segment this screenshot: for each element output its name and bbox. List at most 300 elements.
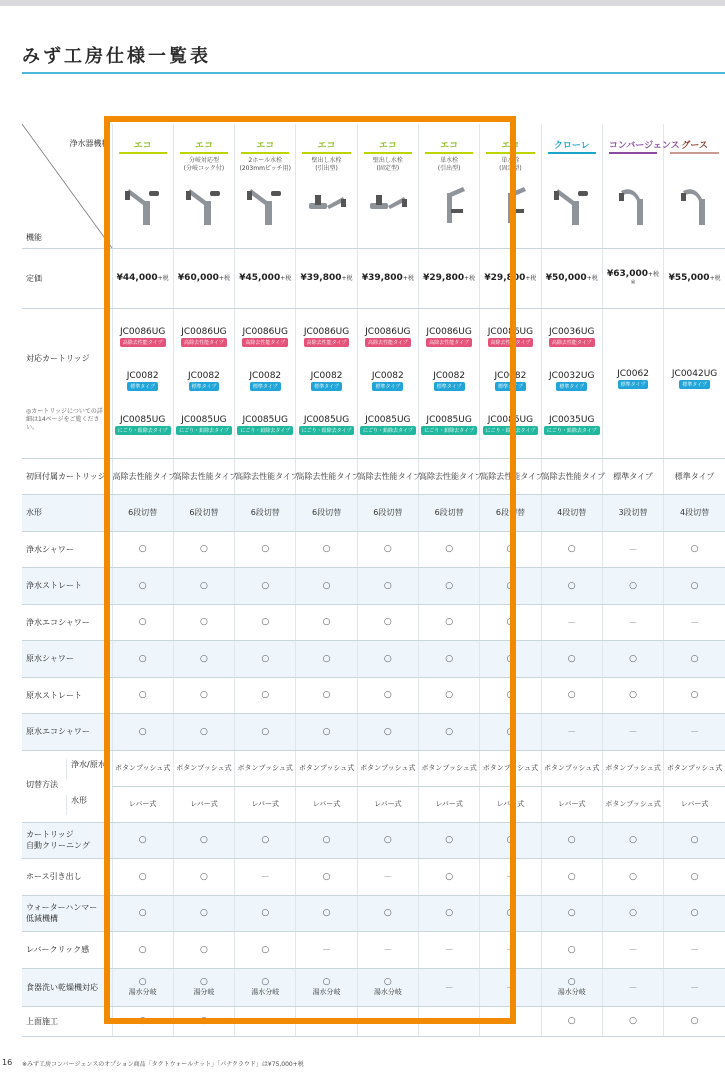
model-subtitle bbox=[113, 157, 173, 175]
cell-value: ○ bbox=[445, 580, 454, 591]
cartridge-type-tag: にごり・鉛除去タイプ bbox=[360, 426, 416, 435]
header-corner bbox=[22, 124, 112, 248]
brand-label: エコ bbox=[180, 138, 228, 154]
brand-label: エコ bbox=[364, 138, 412, 154]
cell-subvalue: 湯水分岐 bbox=[557, 988, 586, 996]
cartridge-type-tag: にごり・鉛除去タイプ bbox=[483, 426, 539, 435]
table-cell bbox=[541, 859, 602, 896]
brand-label: グース bbox=[670, 138, 719, 154]
table-cell bbox=[112, 859, 173, 896]
cell-value: － bbox=[444, 983, 454, 994]
faucet-image-icon bbox=[673, 179, 717, 227]
cell-value: 高除去性能タイプ bbox=[173, 471, 238, 481]
tax-label: +税 bbox=[525, 275, 537, 282]
cartridge-code: JC0086UG bbox=[303, 326, 350, 337]
cell-value: ○ bbox=[200, 690, 208, 701]
table-cell bbox=[296, 932, 357, 969]
cartridge-type-tag: 高除去性能タイプ bbox=[304, 338, 350, 347]
cell-value: ○ bbox=[629, 1016, 637, 1026]
cell-value: ○ bbox=[138, 653, 147, 664]
cartridge-type-tag: 標準タイプ bbox=[556, 382, 587, 391]
table-cell bbox=[173, 859, 234, 896]
cartridge-cell bbox=[235, 308, 296, 458]
row-label: ホース引き出し bbox=[22, 859, 112, 896]
cartridge-type-tag: にごり・鉛除去タイプ bbox=[421, 426, 477, 435]
table-cell bbox=[235, 1006, 296, 1036]
price-cell bbox=[480, 248, 541, 308]
cartridge-block bbox=[296, 327, 356, 369]
spec-table bbox=[22, 124, 725, 1037]
cell-value: ○ bbox=[383, 835, 392, 846]
cell-value: ○ bbox=[138, 726, 147, 737]
price-cell bbox=[296, 248, 357, 308]
row-label: ウォーターハンマー 低減機構 bbox=[22, 895, 112, 932]
brand-label: コンバージェンス bbox=[609, 138, 657, 154]
table-cell bbox=[112, 641, 173, 678]
cell-value: － bbox=[690, 618, 700, 629]
cell-value: － bbox=[628, 728, 638, 739]
table-cell bbox=[480, 786, 541, 822]
cartridge-block bbox=[664, 369, 725, 411]
cell-value: － bbox=[628, 946, 638, 957]
cartridge-type-tag: 標準タイプ bbox=[311, 382, 342, 391]
cartridge-type-tag: 標準タイプ bbox=[127, 382, 158, 391]
cartridge-type-tag: にごり・鉛除去タイプ bbox=[176, 426, 232, 435]
cartridge-block bbox=[296, 415, 356, 457]
cell-value: 高除去性能タイプ bbox=[235, 471, 299, 481]
cell-value: ○ bbox=[445, 871, 454, 882]
table-cell bbox=[112, 677, 173, 714]
cartridge-block bbox=[480, 415, 540, 457]
cell-value: ○ bbox=[138, 944, 147, 955]
tax-label: +税 bbox=[280, 275, 292, 282]
cell-value: ○ bbox=[445, 653, 454, 664]
price-value: ¥55,000 bbox=[668, 273, 710, 283]
table-cell bbox=[235, 495, 296, 532]
cartridge-block bbox=[480, 327, 540, 369]
cell-value: ○ bbox=[506, 617, 515, 628]
switch-sub2-label: 水形 bbox=[66, 795, 87, 815]
table-cell bbox=[664, 495, 725, 532]
tax-label: +税 bbox=[157, 275, 169, 282]
cartridge-block bbox=[113, 371, 173, 413]
cell-value: ○ bbox=[322, 580, 331, 591]
table-cell bbox=[541, 568, 602, 605]
table-cell bbox=[541, 750, 602, 786]
row-label: 浄水エコシャワー bbox=[22, 604, 112, 641]
cartridge-block bbox=[235, 371, 295, 413]
cell-value: － bbox=[567, 618, 577, 629]
table-cell bbox=[541, 604, 602, 641]
cell-value: 6段切替 bbox=[434, 508, 464, 518]
cell-value: ○ bbox=[383, 690, 392, 701]
cell-value: － bbox=[383, 1017, 393, 1028]
table-cell bbox=[296, 786, 357, 822]
cartridge-code: JC0086UG bbox=[487, 326, 534, 337]
table-row bbox=[22, 714, 725, 751]
model-subtitle: 壁出し水栓 (固定型) bbox=[372, 157, 403, 172]
row-label: 上面施工 bbox=[22, 1006, 112, 1036]
cell-value: ○ bbox=[138, 977, 147, 987]
cartridge-code: JC0085UG bbox=[426, 414, 472, 425]
cartridge-cell bbox=[480, 308, 541, 458]
cell-value: レバー式 bbox=[680, 800, 709, 808]
cell-value: 6段切替 bbox=[495, 508, 525, 518]
table-cell bbox=[480, 531, 541, 568]
cell-value: ○ bbox=[261, 617, 270, 628]
cell-value: ○ bbox=[138, 617, 147, 628]
table-cell bbox=[602, 458, 663, 495]
cell-value: ○ bbox=[383, 908, 392, 919]
table-row bbox=[22, 531, 725, 568]
cell-value: ○ bbox=[506, 690, 515, 701]
top-bar bbox=[0, 0, 725, 6]
table-cell bbox=[235, 895, 296, 932]
cell-value: ○ bbox=[383, 653, 392, 664]
table-cell bbox=[296, 604, 357, 641]
row-label bbox=[22, 308, 112, 458]
cartridge-block bbox=[603, 411, 663, 453]
switch-row bbox=[22, 786, 725, 822]
cell-value: ○ bbox=[506, 544, 515, 555]
brand-label: エコ bbox=[119, 138, 167, 154]
table-cell bbox=[602, 531, 663, 568]
cartridge-code: JC0082 bbox=[494, 370, 527, 381]
cartridge-block bbox=[542, 415, 602, 457]
table-cell bbox=[173, 932, 234, 969]
cartridge-block bbox=[235, 415, 295, 457]
cell-value: ○ bbox=[383, 977, 392, 987]
cartridge-code: JC0082 bbox=[433, 370, 466, 381]
cell-subvalue: 湯水分岐 bbox=[251, 988, 280, 996]
cell-value: ボタンプッシュ式 bbox=[544, 764, 600, 772]
cell-value: 6段切替 bbox=[128, 508, 158, 518]
cell-value: ○ bbox=[383, 726, 392, 737]
cartridge-type-tag: にごり・鉛除去タイプ bbox=[115, 426, 171, 435]
row-label: 原水シャワー bbox=[22, 641, 112, 678]
cell-value: － bbox=[444, 946, 454, 957]
cell-value: － bbox=[505, 946, 515, 957]
tax-label: +税 bbox=[648, 271, 660, 278]
cell-value: ○ bbox=[261, 977, 270, 987]
table-cell bbox=[112, 968, 173, 1006]
table-cell bbox=[173, 568, 234, 605]
cartridge-block bbox=[174, 415, 234, 457]
switch-sub1-label: 浄水/原水 bbox=[66, 759, 106, 779]
cartridge-code: JC0085UG bbox=[242, 414, 288, 425]
price-cell bbox=[173, 248, 234, 308]
table-cell bbox=[418, 859, 479, 896]
table-cell bbox=[296, 859, 357, 896]
table-cell bbox=[296, 458, 360, 495]
row-label: カートリッジ 自動クリーニング bbox=[22, 822, 112, 859]
price-value: ¥29,800 bbox=[484, 273, 526, 283]
cartridge-code: JC0085UG bbox=[365, 414, 411, 425]
cell-value: － bbox=[383, 946, 393, 957]
row-label: 浄水ストレート bbox=[22, 568, 112, 605]
table-cell bbox=[235, 750, 296, 786]
cartridge-type-tag: 高除去性能タイプ bbox=[242, 338, 288, 347]
cell-value: 標準タイプ bbox=[674, 471, 715, 481]
model-subtitle: 単水栓 (固定型) bbox=[499, 157, 522, 172]
cell-value: ボタンプッシュ式 bbox=[666, 764, 723, 772]
cell-value: ○ bbox=[200, 726, 208, 737]
cell-value: 4段切替 bbox=[680, 508, 710, 518]
table-cell bbox=[112, 495, 173, 532]
table-cell bbox=[357, 568, 418, 605]
cartridge-block bbox=[419, 371, 479, 413]
table-cell bbox=[235, 568, 296, 605]
cell-value: ボタンプッシュ式 bbox=[482, 764, 539, 772]
cell-value: ○ bbox=[445, 908, 454, 919]
table-cell bbox=[112, 895, 173, 932]
table-cell bbox=[602, 750, 663, 786]
table-cell bbox=[418, 968, 479, 1006]
row-label: 原水ストレート bbox=[22, 677, 112, 714]
table-cell bbox=[418, 604, 479, 641]
cell-value: ○ bbox=[383, 544, 392, 555]
cartridge-type-tag: 標準タイプ bbox=[372, 382, 403, 391]
table-cell bbox=[602, 932, 663, 969]
table-cell bbox=[112, 568, 173, 605]
cell-value: ○ bbox=[322, 871, 331, 882]
cell-subvalue: 湯水分岐 bbox=[373, 988, 402, 996]
cell-value: ○ bbox=[690, 690, 699, 701]
cartridge-block bbox=[542, 371, 602, 413]
cell-value: ○ bbox=[629, 908, 637, 919]
cell-value: － bbox=[690, 728, 700, 739]
cell-value: ○ bbox=[506, 835, 515, 846]
table-row bbox=[22, 822, 725, 859]
cell-value: ○ bbox=[200, 580, 208, 591]
table-cell bbox=[664, 568, 725, 605]
cell-subvalue: 湯水分岐 bbox=[128, 988, 157, 996]
cell-value: ○ bbox=[200, 977, 208, 987]
table-row bbox=[22, 677, 725, 714]
cell-value: ○ bbox=[138, 908, 147, 919]
table-cell bbox=[173, 495, 234, 532]
table-cell bbox=[664, 750, 725, 786]
cell-value: 6段切替 bbox=[311, 508, 342, 518]
model-subtitle: 単水栓 (引出型) bbox=[437, 157, 461, 172]
cartridge-code: JC0082 bbox=[371, 370, 404, 381]
cell-value: ○ bbox=[629, 690, 637, 701]
cell-value: ボタンプッシュ式 bbox=[605, 800, 661, 808]
cell-value: ○ bbox=[200, 544, 208, 555]
cartridge-block bbox=[174, 371, 234, 413]
cell-value: レバー式 bbox=[190, 800, 218, 808]
cell-value: ○ bbox=[200, 871, 208, 882]
table-cell bbox=[418, 786, 479, 822]
table-cell bbox=[112, 822, 173, 859]
table-cell bbox=[480, 604, 541, 641]
table-cell bbox=[357, 714, 418, 751]
table-cell bbox=[541, 641, 602, 678]
table-cell bbox=[541, 895, 602, 932]
cartridge-code: JC0086UG bbox=[181, 326, 227, 337]
cell-value: ○ bbox=[261, 580, 270, 591]
cell-value: ○ bbox=[322, 544, 331, 555]
cell-value: － bbox=[690, 946, 700, 957]
cell-value: ○ bbox=[138, 1016, 147, 1026]
table-cell bbox=[357, 677, 418, 714]
cell-value: ○ bbox=[629, 580, 637, 591]
cartridge-block bbox=[603, 325, 663, 367]
price-value: ¥60,000 bbox=[177, 273, 219, 283]
price-cell bbox=[418, 248, 479, 308]
table-cell bbox=[418, 822, 479, 859]
cell-value: レバー式 bbox=[251, 800, 279, 808]
table-cell bbox=[173, 786, 234, 822]
cell-value: ○ bbox=[690, 908, 699, 919]
table-cell bbox=[173, 458, 238, 495]
cell-value: ○ bbox=[506, 580, 515, 591]
row-label: 初回付属カートリッジ bbox=[22, 458, 112, 495]
cell-value: ○ bbox=[690, 580, 699, 591]
table-row bbox=[22, 604, 725, 641]
footnote: ※みず工房コンバージェンスのオプション商品「タクトウォールナット」「パナクラウド」は¥75,000+税 bbox=[22, 1061, 304, 1068]
cartridge-code: JC0082 bbox=[310, 370, 343, 381]
table-cell bbox=[235, 641, 296, 678]
cell-value: － bbox=[260, 873, 270, 884]
table-cell bbox=[296, 495, 357, 532]
cartridge-block bbox=[235, 327, 295, 369]
table-cell bbox=[602, 968, 663, 1006]
table-cell bbox=[357, 750, 418, 786]
table-cell bbox=[235, 786, 296, 822]
table-cell bbox=[418, 1006, 479, 1036]
table-cell bbox=[173, 750, 234, 786]
cell-value: 6段切替 bbox=[250, 508, 280, 518]
table-row bbox=[22, 932, 725, 969]
cartridge-cell bbox=[664, 308, 725, 458]
table-cell bbox=[112, 750, 173, 786]
table-cell bbox=[235, 859, 296, 896]
table-cell bbox=[357, 822, 418, 859]
cell-value: － bbox=[628, 618, 638, 629]
table-cell bbox=[112, 1006, 173, 1036]
table-cell bbox=[480, 932, 541, 969]
table-cell bbox=[235, 604, 296, 641]
tax-label: +税 bbox=[586, 275, 598, 282]
row-label: レバークリック感 bbox=[22, 932, 112, 969]
price-cell bbox=[602, 248, 663, 308]
cell-value: レバー式 bbox=[496, 800, 525, 808]
table-cell bbox=[541, 822, 602, 859]
cell-value: 標準タイプ bbox=[613, 471, 653, 481]
table-cell bbox=[173, 641, 234, 678]
cell-value: ○ bbox=[261, 726, 270, 737]
cartridge-note: ◎カートリッジについての詳細は14ページをご覧ください。 bbox=[26, 407, 103, 431]
cartridge-code: JC0035UG bbox=[549, 414, 595, 425]
cell-value: ○ bbox=[567, 1016, 576, 1026]
cell-value: ○ bbox=[200, 1016, 208, 1026]
table-cell bbox=[664, 714, 725, 751]
tax-label: +税 bbox=[341, 275, 353, 282]
cartridge-type-tag: 標準タイプ bbox=[495, 382, 526, 391]
brand-label: クローレ bbox=[548, 138, 596, 154]
tax-label: +税 bbox=[709, 275, 721, 282]
table-cell bbox=[418, 750, 479, 786]
table-cell bbox=[541, 786, 602, 822]
cell-value: － bbox=[628, 545, 638, 556]
table-cell bbox=[602, 568, 663, 605]
cartridge-block bbox=[542, 327, 602, 369]
table-cell bbox=[357, 458, 422, 495]
cartridge-code: JC0032UG bbox=[549, 370, 595, 381]
cartridge-type-tag: 標準タイプ bbox=[434, 382, 465, 391]
cartridge-cell bbox=[296, 308, 357, 458]
cartridge-code: JC0062 bbox=[617, 368, 649, 379]
cell-value: 3段切替 bbox=[618, 508, 648, 518]
table-cell bbox=[296, 568, 357, 605]
cell-value: ボタンプッシュ式 bbox=[298, 764, 355, 772]
model-subtitle: 分岐対応型 (分岐コック付) bbox=[183, 157, 225, 172]
cell-value: ○ bbox=[261, 653, 270, 664]
cell-value: ○ bbox=[629, 835, 637, 846]
cell-value: ○ bbox=[567, 908, 576, 919]
cell-value: レバー式 bbox=[312, 800, 341, 808]
cell-value: 高除去性能タイプ bbox=[418, 471, 483, 481]
faucet-image-icon bbox=[121, 179, 165, 227]
cartridge-type-tag: 高除去性能タイプ bbox=[365, 338, 411, 347]
cartridge-cell bbox=[418, 308, 479, 458]
cell-value: ボタンプッシュ式 bbox=[176, 764, 232, 772]
cartridge-code: JC0036UG bbox=[549, 326, 595, 337]
cartridge-cell bbox=[357, 308, 418, 458]
table-cell bbox=[664, 968, 725, 1006]
cell-value: 高除去性能タイプ bbox=[357, 471, 422, 481]
row-label: 食器洗い乾燥機対応 bbox=[22, 968, 112, 1006]
cell-value: － bbox=[690, 983, 700, 994]
price-cell bbox=[541, 248, 602, 308]
model-subtitle bbox=[603, 157, 663, 175]
table-cell bbox=[541, 932, 602, 969]
table-cell bbox=[418, 568, 479, 605]
table-cell bbox=[235, 822, 296, 859]
table-cell bbox=[112, 604, 173, 641]
table-cell bbox=[235, 531, 296, 568]
table-cell bbox=[480, 859, 541, 896]
cell-value: － bbox=[260, 1017, 270, 1028]
cell-value: ○ bbox=[567, 944, 576, 955]
cell-value: ○ bbox=[138, 580, 147, 591]
cartridge-label: 対応カートリッジ bbox=[26, 353, 90, 363]
cartridge-block bbox=[480, 371, 540, 413]
table-cell bbox=[541, 495, 602, 532]
tax-label: +税 bbox=[464, 275, 476, 282]
model-subtitle bbox=[542, 157, 602, 175]
cell-value: ボタンプッシュ式 bbox=[114, 764, 171, 772]
cell-value: ○ bbox=[690, 544, 699, 555]
cell-value: 4段切替 bbox=[557, 508, 587, 518]
cell-value: － bbox=[505, 983, 515, 994]
cell-value: ○ bbox=[567, 871, 576, 882]
table-cell bbox=[602, 714, 663, 751]
table-cell bbox=[664, 932, 725, 969]
cartridge-code: JC0086UG bbox=[119, 326, 166, 337]
table-cell bbox=[480, 822, 541, 859]
cartridge-block bbox=[296, 371, 356, 413]
cell-value: ○ bbox=[567, 835, 576, 846]
cell-value: ○ bbox=[629, 871, 637, 882]
cell-value: ○ bbox=[567, 580, 576, 591]
cartridge-block bbox=[113, 327, 173, 369]
cartridge-code: JC0086UG bbox=[426, 326, 472, 337]
model-header bbox=[418, 124, 479, 248]
faucet-image-icon bbox=[488, 179, 532, 227]
table-cell bbox=[235, 677, 296, 714]
